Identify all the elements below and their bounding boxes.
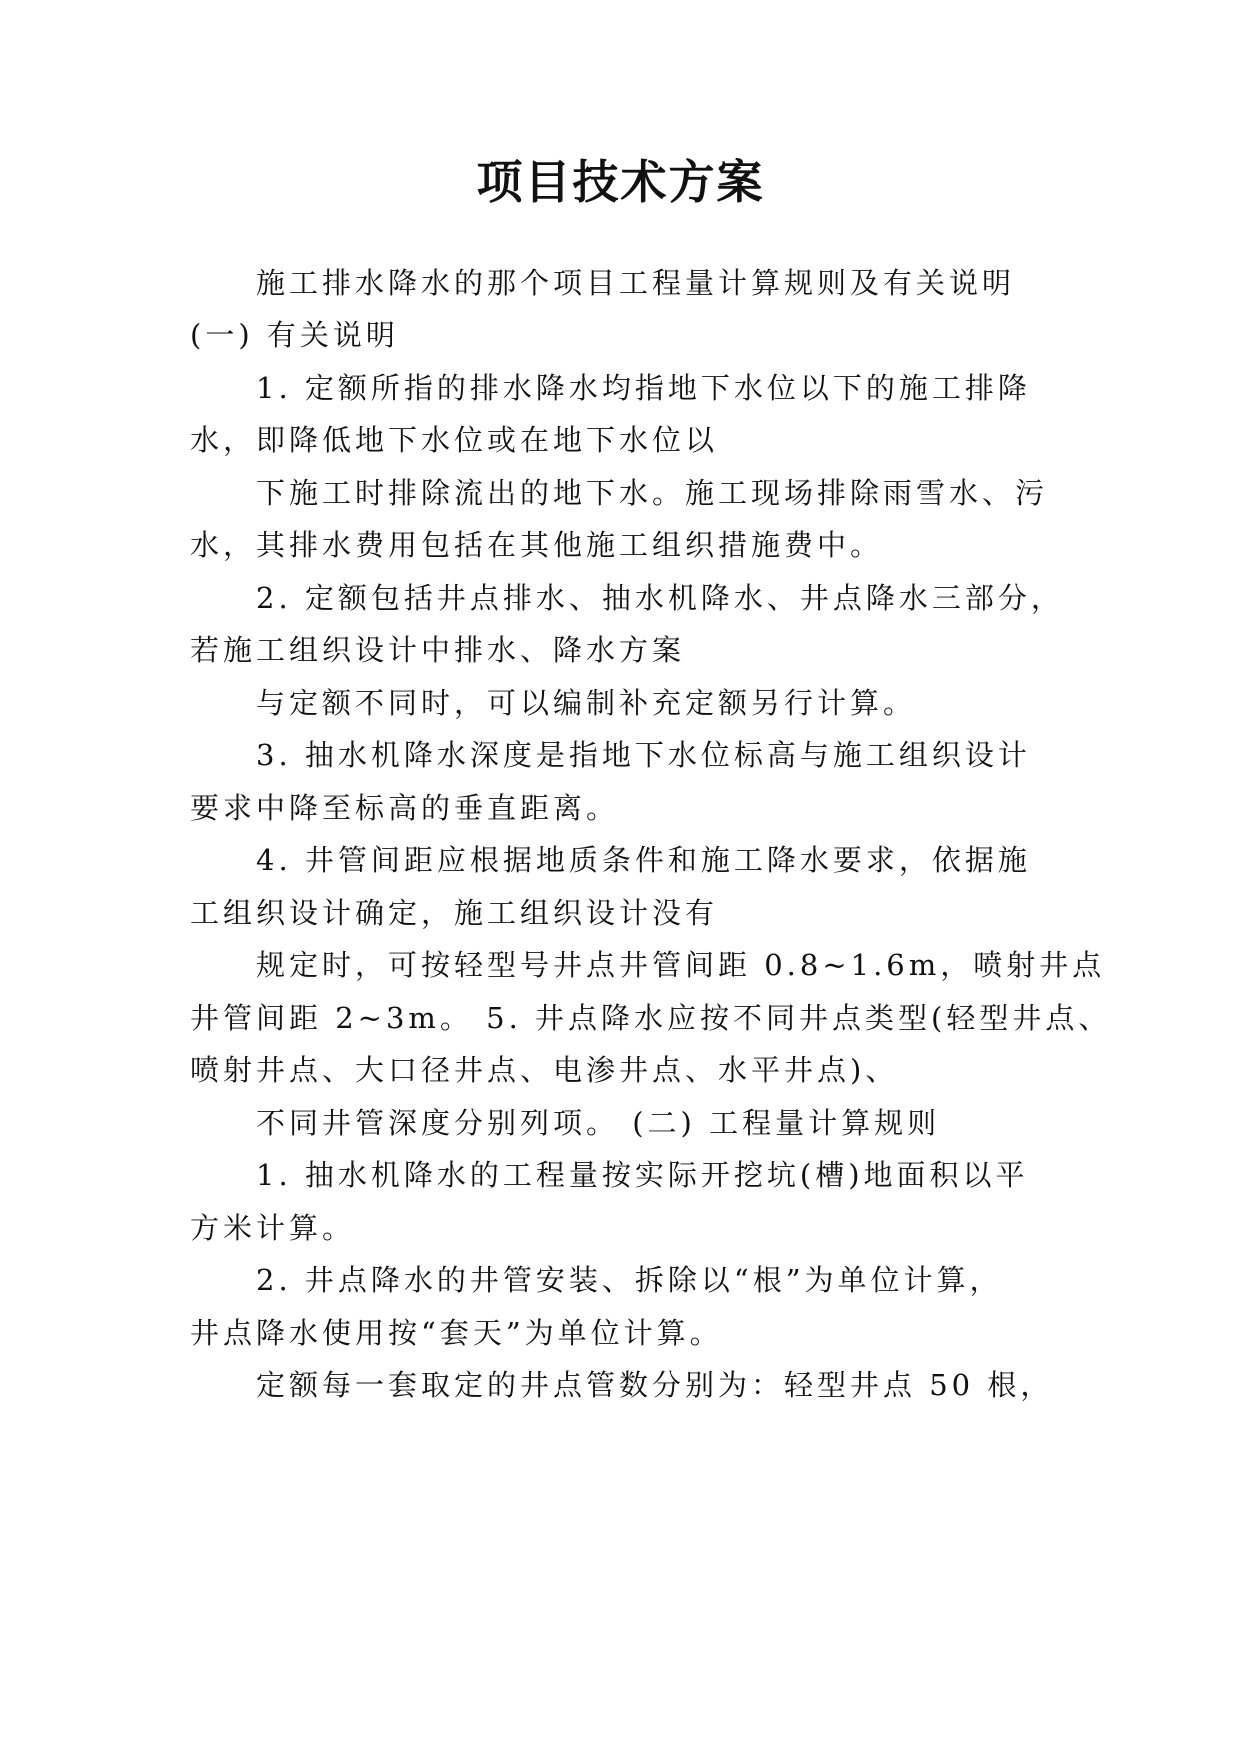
text-line: (一) 有关说明 [190, 318, 399, 352]
text-line: 1. 定额所指的排水降水均指地下水位以下的施工排降 [256, 371, 1031, 405]
document-title: 项目技术方案 [476, 155, 765, 209]
text-line: 喷射井点、大口径井点、电渗井点、水平井点)、 [190, 1053, 899, 1087]
text-line: 1. 抽水机降水的工程量按实际开挖坑(槽)地面积以平 [256, 1158, 1029, 1192]
text-line: 水，其排水费用包括在其他施工组织措施费中。 [190, 528, 884, 562]
text-line: 下施工时排除流出的地下水。施工现场排除雨雪水、污 [256, 476, 1049, 510]
text-line: 不同井管深度分别列项。 (二) 工程量计算规则 [256, 1106, 941, 1140]
text-line: 井点降水使用按“套天”为单位计算。 [190, 1316, 723, 1350]
text-line: 工组织设计确定，施工组织设计没有 [190, 896, 719, 930]
text-line: 施工排水降水的那个项目工程量计算规则及有关说明 [256, 266, 1016, 300]
text-line: 4. 井管间距应根据地质条件和施工降水要求，依据施 [256, 843, 1031, 877]
text-line: 水，即降低地下水位或在地下水位以 [190, 423, 719, 457]
text-line: 定额每一套取定的井点管数分别为：轻型井点 50 根， [256, 1368, 1054, 1402]
text-line: 3. 抽水机降水深度是指地下水位标高与施工组织设计 [256, 738, 1031, 772]
text-line: 要求中降至标高的垂直距离。 [190, 791, 620, 825]
text-line: 井管间距 2~3m。 5. 井点降水应按不同井点类型(轻型井点、 [190, 1001, 1112, 1035]
text-line: 方米计算。 [190, 1211, 356, 1245]
text-line: 与定额不同时，可以编制补充定额另行计算。 [256, 686, 917, 720]
text-line: 2. 定额包括井点排水、抽水机降水、井点降水三部分， [256, 581, 1064, 615]
text-line: 2. 井点降水的井管安装、拆除以“根”为单位计算， [256, 1263, 1003, 1297]
text-line: 若施工组织设计中排水、降水方案 [190, 633, 686, 667]
text-line: 规定时，可按轻型号井点井管间距 0.8~1.6m，喷射井点 [256, 948, 1106, 982]
